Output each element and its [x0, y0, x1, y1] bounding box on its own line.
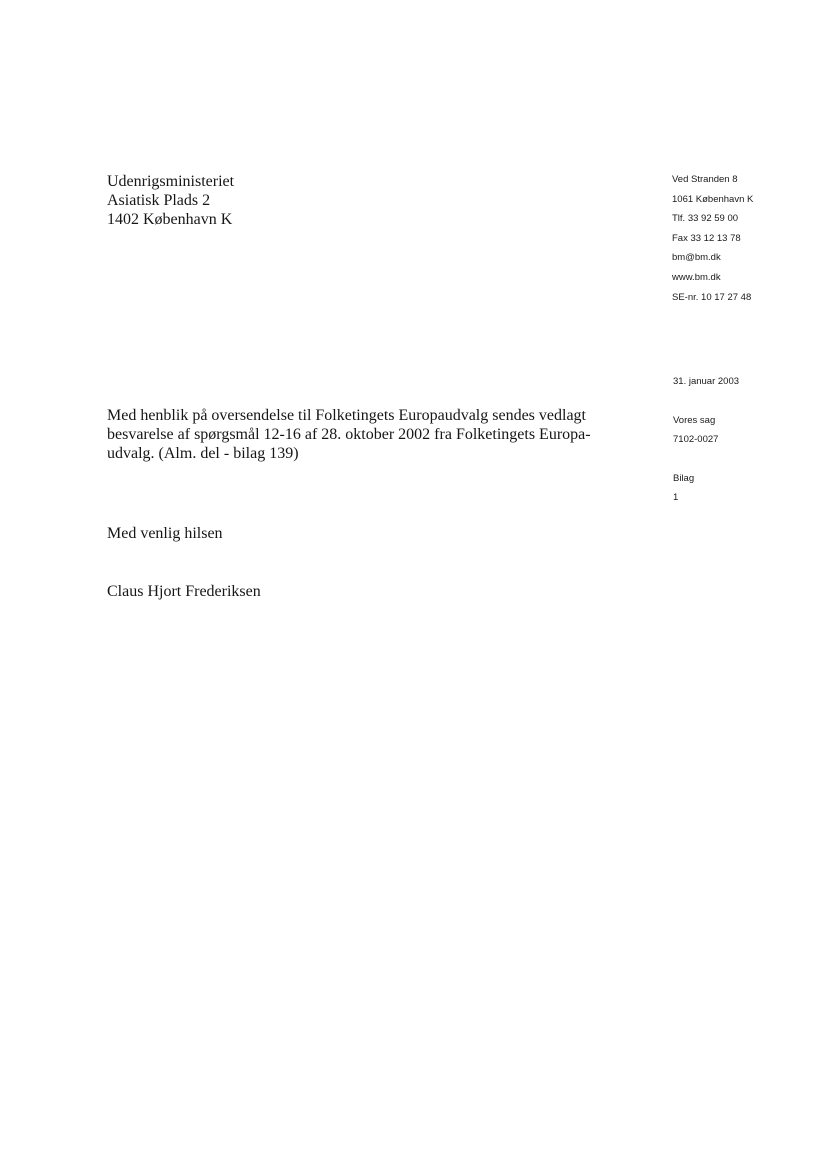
case-number: 7102-0027 — [673, 434, 719, 445]
sender-phone: Tlf. 33 92 59 00 — [672, 213, 739, 225]
sender-contact-block — [672, 170, 822, 307]
sender-email: bm@bm.dk — [672, 252, 721, 264]
sender-se-number: SE-nr. 10 17 27 48 — [672, 291, 752, 303]
body-line: besvarelse af spørgsmål 12-16 af 28. oktober 2002 fra Folketingets Europa- — [107, 426, 591, 443]
signature-name: Claus Hjort Frederiksen — [107, 583, 261, 600]
sender-website: www.bm.dk — [672, 271, 721, 283]
attachment-label: Bilag — [673, 473, 695, 484]
sender-fax: Fax 33 12 13 78 — [672, 232, 741, 244]
recipient-line: Udenrigsministeriet — [107, 173, 235, 190]
body-line: udvalg. (Alm. del - bilag 139) — [107, 445, 299, 462]
letter-closing: Med venlig hilsen — [107, 525, 223, 542]
letter-body — [107, 406, 627, 463]
recipient-line: Asiatisk Plads 2 — [107, 192, 211, 209]
sender-postal: 1061 København K — [672, 193, 754, 205]
letter-date: 31. januar 2003 — [673, 376, 740, 387]
recipient-line: 1402 København K — [107, 211, 233, 228]
sender-street: Ved Stranden 8 — [672, 174, 738, 185]
body-line: Med henblik på oversendelse til Folketingets Europaudvalg sendes vedlagt — [107, 407, 586, 424]
attachment-count: 1 — [673, 492, 679, 503]
recipient-address — [107, 172, 507, 229]
case-label: Vores sag — [673, 415, 716, 426]
